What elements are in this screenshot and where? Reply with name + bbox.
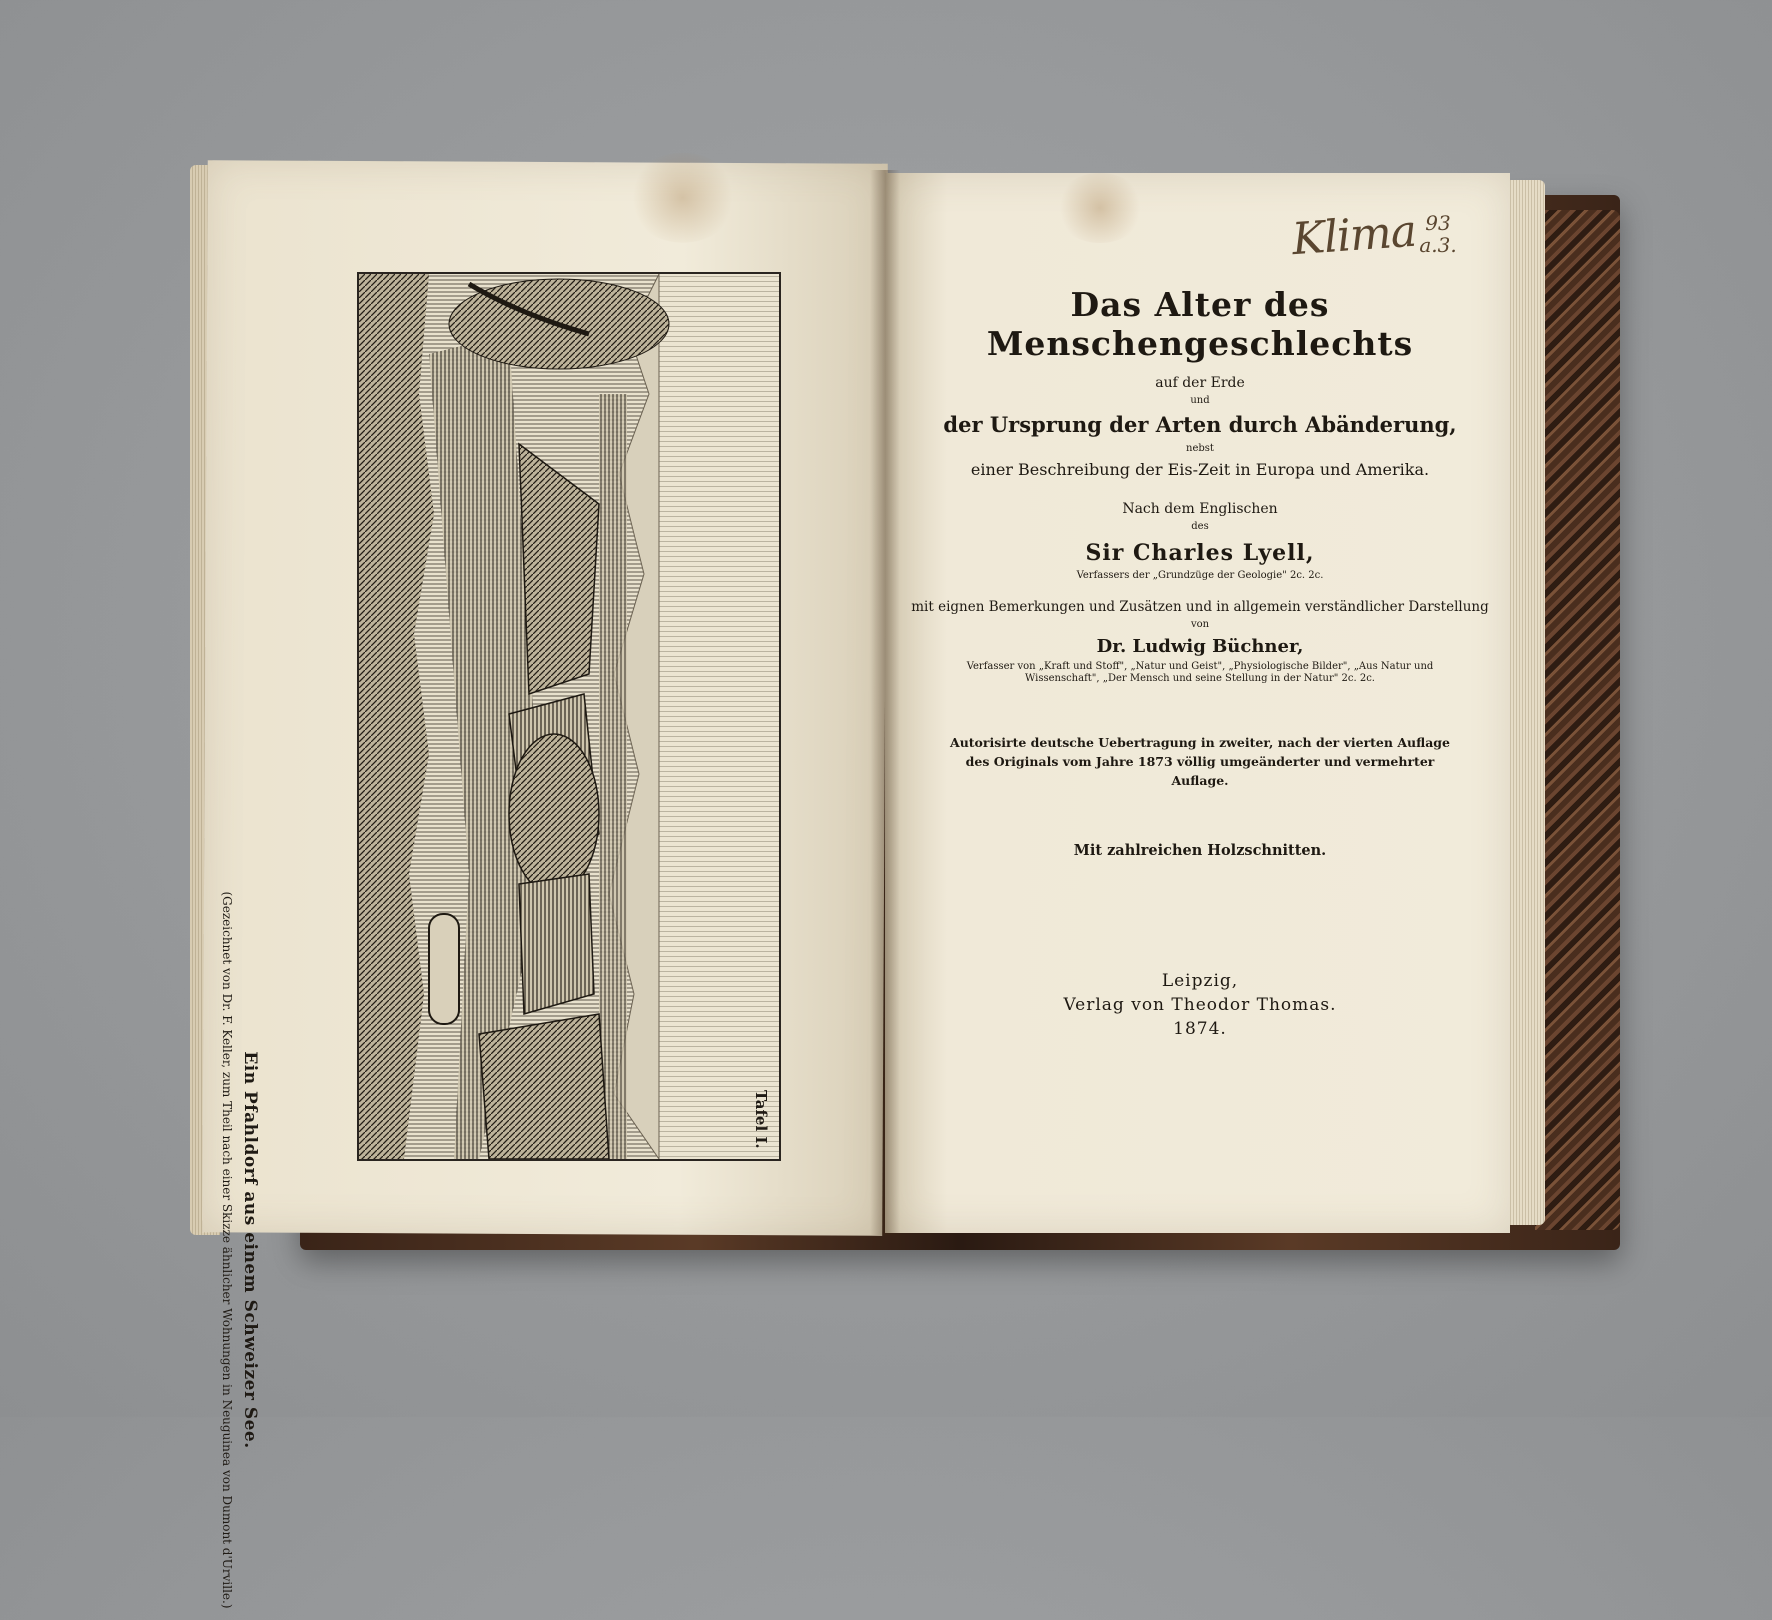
title-sub3: einer Beschreibung der Eis-Zeit in Europa und Amerika. <box>970 460 1430 479</box>
conj-und: und <box>1190 395 1210 406</box>
shelfmark-bottom: a.3. <box>1419 233 1457 257</box>
plate-label: Tafel I. <box>752 1090 770 1149</box>
shelfmark-top: 93 <box>1425 211 1451 235</box>
des-word: des <box>1191 521 1209 532</box>
author-note: Verfassers der „Grundzüge der Geologie" 2c. 2c. <box>1076 570 1324 581</box>
title-sub1: auf der Erde <box>1155 375 1245 391</box>
marbled-cover-edge <box>1535 210 1620 1230</box>
lake-village-engraving <box>359 274 779 1159</box>
publisher-name: Verlag von Theodor Thomas. <box>1063 995 1337 1015</box>
conj-nebst: nebst <box>1186 443 1214 454</box>
book-gutter <box>870 170 900 1235</box>
publisher-city: Leipzig, <box>1161 971 1239 991</box>
main-title: Das Alter des Menschengeschlechts <box>986 285 1414 363</box>
illustrations-note: Mit zahlreichen Holzschnitten. <box>1073 842 1327 859</box>
translation-note: Nach dem Englischen <box>1122 501 1278 517</box>
commentary-line: mit eignen Bemerkungen und Zusätzen und in allgemein verständlicher Darstellung <box>911 599 1489 615</box>
handwritten-inscription: Klima <box>1290 205 1418 266</box>
caption-note: (Gezeichnet von Dr. F. Keller, zum Theil nach einer Skizze ähnlicher Wohnungen in Neuguinea von Dumont d'Urville.) <box>220 891 234 1609</box>
plate-caption <box>220 880 260 1620</box>
water-stain <box>1055 173 1145 243</box>
publication-year: 1874. <box>1173 1019 1227 1039</box>
handwritten-shelfmark <box>1418 212 1458 256</box>
author-name: Sir Charles Lyell, <box>1085 540 1315 566</box>
editor-name: Dr. Ludwig Büchner, <box>1096 636 1304 657</box>
editor-works: Verfasser von „Kraft und Stoff", „Natur und Geist", „Physiologische Bilder", „Aus Natur und Wissenschaft", „Der Mensch und seine Stellung in der Natur" 2c. 2c. <box>966 661 1434 684</box>
water-stain <box>627 152 737 243</box>
caption-title: Ein Pfahldorf aus einem Schweizer See. <box>240 1051 260 1449</box>
title-page-text <box>905 285 1495 1043</box>
von-word: von <box>1190 619 1210 630</box>
engraving-illustration <box>357 272 781 1161</box>
title-sub2: der Ursprung der Arten durch Abänderung, <box>943 412 1457 437</box>
edition-note: Autorisirte deutsche Uebertragung in zweiter, nach der vierten Auflage des Originals vom Jahre 1873 völlig umgeänderter und vermehrter Auflage. <box>950 735 1450 788</box>
page-edges-right <box>1505 180 1545 1225</box>
